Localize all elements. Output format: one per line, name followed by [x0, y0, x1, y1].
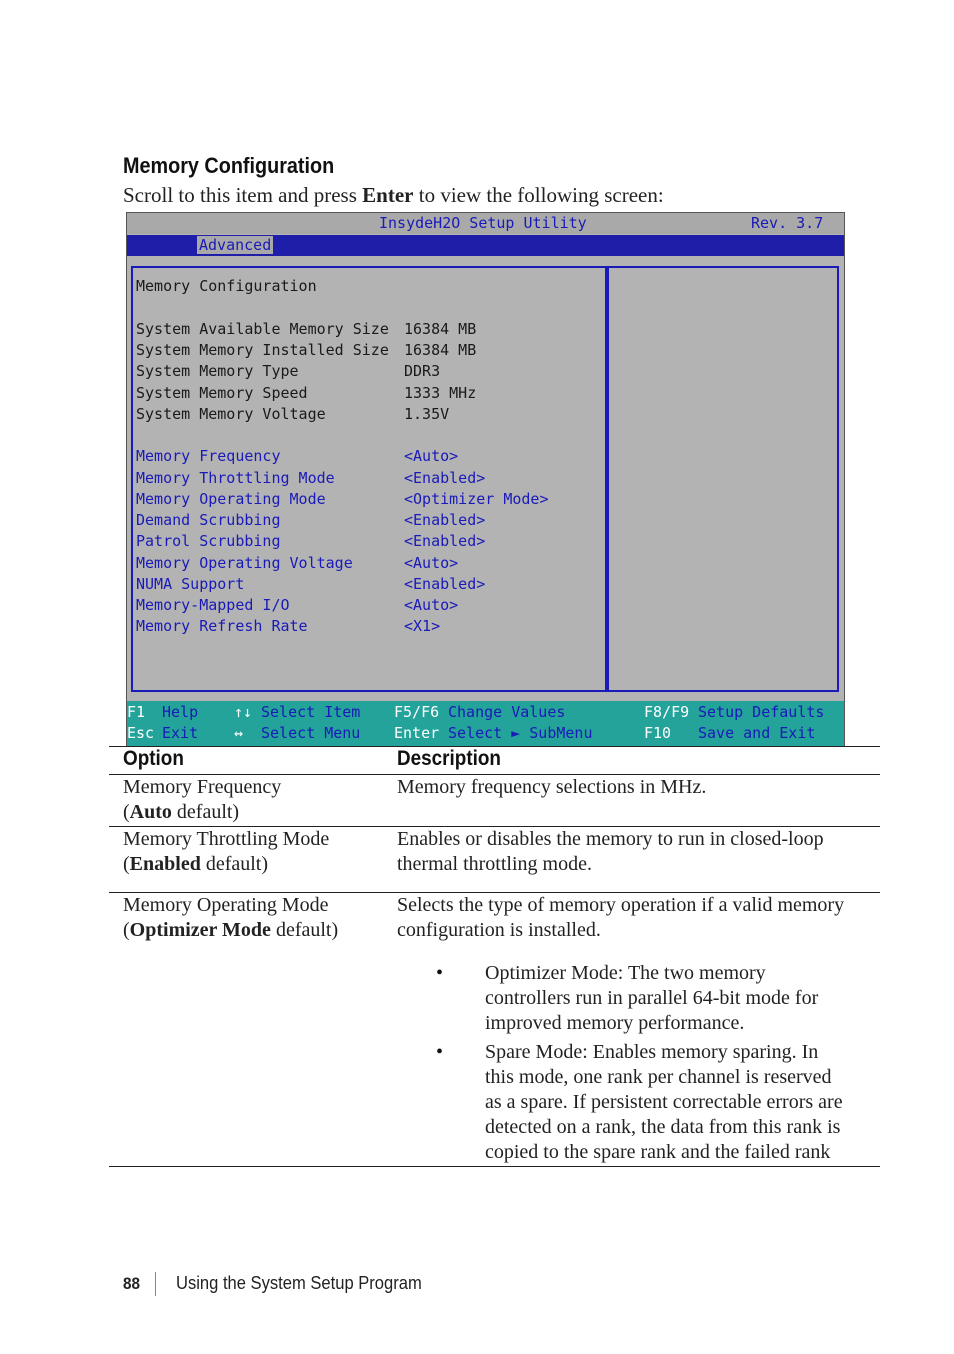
table-row-description: Enables or disables the memory to run in closed-loop thermal throttling mode. — [397, 828, 824, 875]
info-value: 1.35V — [404, 405, 450, 423]
f5f6-label: Change Values — [448, 703, 566, 721]
f8f9-key: F8/F9 — [644, 703, 690, 721]
up-down-arrows-icon: ↑↓ — [234, 703, 253, 721]
option-label[interactable]: Memory Operating Mode — [136, 490, 326, 508]
option-label[interactable]: Memory-Mapped I/O — [136, 596, 290, 614]
bullet-icon: • — [436, 962, 444, 984]
intro-text: Scroll to this item and press Enter to view the following screen: — [123, 183, 664, 207]
info-value: 16384 MB — [404, 320, 477, 338]
option-label[interactable]: NUMA Support — [136, 575, 245, 593]
f10-key: F10 — [644, 724, 672, 742]
info-value: 16384 MB — [404, 341, 477, 359]
table-row-description: Memory frequency selections in MHz. — [397, 776, 707, 798]
bios-panel-title: Memory Configuration — [136, 277, 317, 295]
f1-label: Help — [162, 703, 199, 721]
f1-key: F1 — [127, 703, 146, 721]
bios-title-bar — [127, 213, 844, 234]
bios-menu-bar — [127, 235, 844, 256]
page-number: 88 — [123, 1274, 141, 1293]
esc-key: Esc — [127, 724, 155, 742]
info-label: System Available Memory Size — [136, 320, 389, 338]
option-label[interactable]: Patrol Scrubbing — [136, 532, 281, 550]
bios-revision: Rev. 3.7 — [751, 214, 824, 232]
option-value[interactable]: <Enabled> — [404, 575, 486, 593]
option-value[interactable]: <X1> — [404, 617, 441, 635]
chapter-title: Using the System Setup Program — [176, 1273, 422, 1293]
option-label[interactable]: Memory Frequency — [136, 447, 281, 465]
option-label[interactable]: Memory Throttling Mode — [136, 469, 335, 487]
option-label[interactable]: Memory Operating Voltage — [136, 554, 353, 572]
option-value[interactable]: <Auto> — [404, 554, 459, 572]
enter-key-label: Enter — [362, 183, 414, 207]
leftright-label: Select Menu — [261, 724, 361, 742]
section-heading: Memory Configuration — [123, 153, 335, 178]
column-header-option: Option — [123, 747, 184, 770]
option-value[interactable]: <Optimizer Mode> — [404, 490, 549, 508]
list-item: Spare Mode: Enables memory sparing. In this mode, one rank per channel is reserved as a spare. If persistent correctable errors are detected on a rank, the data from this rank is copied to the spare rank and the failed rank — [485, 1041, 843, 1163]
esc-label: Exit — [162, 724, 199, 742]
info-label: System Memory Type — [136, 362, 299, 380]
enter-label: Select ► SubMenu — [448, 724, 593, 742]
bios-screen — [126, 212, 845, 747]
table-row-description: Selects the type of memory operation if a valid memory configuration is installed. — [397, 894, 845, 941]
option-label[interactable]: Memory Refresh Rate — [136, 617, 308, 635]
option-value[interactable]: <Enabled> — [404, 532, 486, 550]
column-header-description: Description — [397, 747, 501, 770]
info-value: DDR3 — [404, 362, 441, 380]
option-value[interactable]: <Enabled> — [404, 469, 486, 487]
left-right-arrows-icon: ↔ — [234, 724, 244, 742]
info-label: System Memory Voltage — [136, 405, 326, 423]
table-row-option: Memory Frequency (Auto default) — [123, 776, 282, 823]
info-value: 1333 MHz — [404, 384, 477, 402]
option-value[interactable]: <Auto> — [404, 596, 459, 614]
table-row-option: Memory Operating Mode (Optimizer Mode default) — [123, 894, 339, 941]
f8f9-label: Setup Defaults — [698, 703, 825, 721]
tab-advanced[interactable]: Advanced — [199, 236, 272, 254]
bios-key-legend — [127, 701, 844, 746]
f5f6-key: F5/F6 — [394, 703, 440, 721]
option-value[interactable]: <Enabled> — [404, 511, 486, 529]
table-row-option: Memory Throttling Mode (Enabled default) — [123, 828, 330, 875]
bios-help-panel — [607, 266, 839, 692]
option-label[interactable]: Demand Scrubbing — [136, 511, 281, 529]
updown-label: Select Item — [261, 703, 361, 721]
info-label: System Memory Installed Size — [136, 341, 389, 359]
footer-divider — [155, 1272, 156, 1296]
enter-key: Enter — [394, 724, 440, 742]
f10-label: Save and Exit — [698, 724, 816, 742]
info-label: System Memory Speed — [136, 384, 308, 402]
list-item: Optimizer Mode: The two memory controllers run in parallel 64-bit mode for improved memory performance. — [485, 962, 819, 1034]
bullet-icon: • — [436, 1041, 444, 1063]
option-value[interactable]: <Auto> — [404, 447, 459, 465]
table-bottom-rule — [109, 1166, 880, 1167]
bios-title: InsydeH2O Setup Utility — [379, 214, 587, 232]
